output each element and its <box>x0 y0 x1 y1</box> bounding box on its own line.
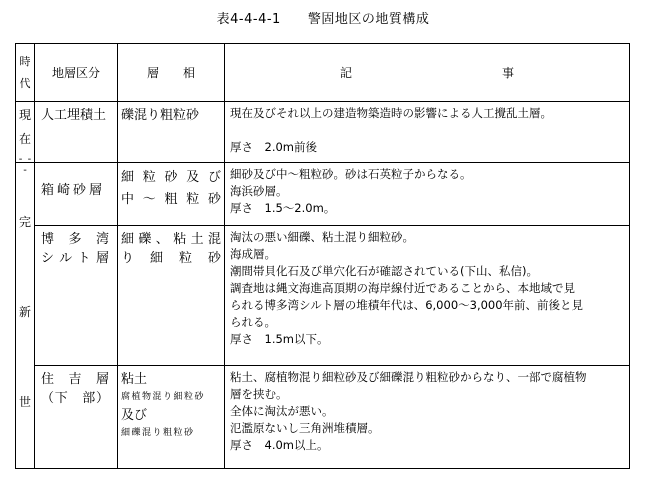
phase-label: 細粒砂及び <box>121 170 221 185</box>
description-line: られる博多湾シルト層の堆積年代は、6,000～3,000年前、前後と見 <box>230 298 584 312</box>
geology-table <box>15 43 630 469</box>
description-line: 潮間帯貝化石及び単穴化石が確認されている(下山、私信)。 <box>230 264 538 278</box>
phase-label: 及び <box>121 408 148 423</box>
era-kanshinsei <box>16 163 35 469</box>
description-cell <box>225 226 630 366</box>
header-row <box>16 44 630 102</box>
division-cell <box>35 226 118 366</box>
description-line: 調査地は縄文海進高頂期の海岸線付近であることから、本地域で見 <box>230 281 575 295</box>
division-cell <box>35 102 118 163</box>
header-desc-right: 事 <box>502 66 515 80</box>
phase-label: 細礫、粘土混 <box>121 232 221 247</box>
phase-label: 粘土 <box>121 372 148 387</box>
division-label: （下 部） <box>41 391 109 406</box>
phase-cell <box>118 102 225 163</box>
header-era-char: 時 <box>19 54 31 68</box>
header-desc-left: 記 <box>339 66 352 80</box>
era-char: 完 <box>18 215 31 229</box>
description-line: 淘汰の悪い細礫、粘土混り細粒砂。 <box>230 230 414 244</box>
description-line: 層を挟む。 <box>230 387 288 401</box>
table-row <box>16 102 630 163</box>
division-label: 箱崎砂層 <box>41 183 106 198</box>
table-row <box>16 366 630 469</box>
description-line: 厚さ 1.5～2.0m。 <box>230 201 336 215</box>
table-row <box>16 226 630 366</box>
era-boundary-dash: - - - <box>18 154 33 176</box>
description-line: 海成層。 <box>230 247 276 261</box>
division-label: 博 多 湾 <box>41 232 109 247</box>
phase-cell <box>118 366 225 469</box>
header-phase: 層 相 <box>118 44 225 102</box>
phase-cell <box>118 163 225 226</box>
phase-label-small: 細礫混り粗粒砂 <box>121 428 195 438</box>
description-line: 厚さ 1.5m以下。 <box>230 332 329 346</box>
division-label: 人工埋積土 <box>41 108 107 123</box>
phase-cell <box>118 226 225 366</box>
description-line: 海浜砂層。 <box>230 184 288 198</box>
header-era-char: 代 <box>19 76 31 90</box>
era-char: 現 <box>18 108 31 122</box>
division-cell <box>35 366 118 469</box>
description-line: 全体に淘汰が悪い。 <box>230 404 334 418</box>
era-char: 世 <box>18 395 31 409</box>
description-line: 粘土、腐植物混り細粒砂及び細礫混り粗粒砂からなり、一部で腐植物 <box>230 370 587 384</box>
description-cell <box>225 366 630 469</box>
description-line: 氾濫原ないし三角洲堆積層。 <box>230 421 380 435</box>
phase-label: り細粒砂 <box>121 251 221 266</box>
table-row <box>16 163 630 226</box>
division-label: 住 吉 層 <box>41 372 109 387</box>
era-char: 在 <box>18 132 31 146</box>
description-cell <box>225 163 630 226</box>
division-label: シルト層 <box>41 251 109 266</box>
description-line: 細砂及び中～粗粒砂。砂は石英粒子からなる。 <box>230 167 472 181</box>
description-line: られる。 <box>230 315 276 329</box>
division-cell <box>35 163 118 226</box>
era-char: 新 <box>18 305 31 319</box>
description-line: 厚さ 4.0m以上。 <box>230 438 329 452</box>
phase-label-small: 腐植物混り細粒砂 <box>121 392 206 402</box>
phase-label: 礫混り粗粒砂 <box>121 108 200 123</box>
description-cell <box>225 102 630 163</box>
header-division: 地層区分 <box>35 44 118 102</box>
phase-label: 中～粗粒砂 <box>121 192 221 207</box>
header-era <box>16 44 35 102</box>
header-description <box>225 44 630 102</box>
description-line: 厚さ 2.0m前後 <box>230 140 317 154</box>
table-title: 表4-4-4-1 警固地区の地質構成 <box>216 12 430 27</box>
description-line: 現在及びそれ以上の建造物築造時の影響による人工攪乱土層。 <box>230 106 552 120</box>
era-genzai <box>16 102 35 176</box>
